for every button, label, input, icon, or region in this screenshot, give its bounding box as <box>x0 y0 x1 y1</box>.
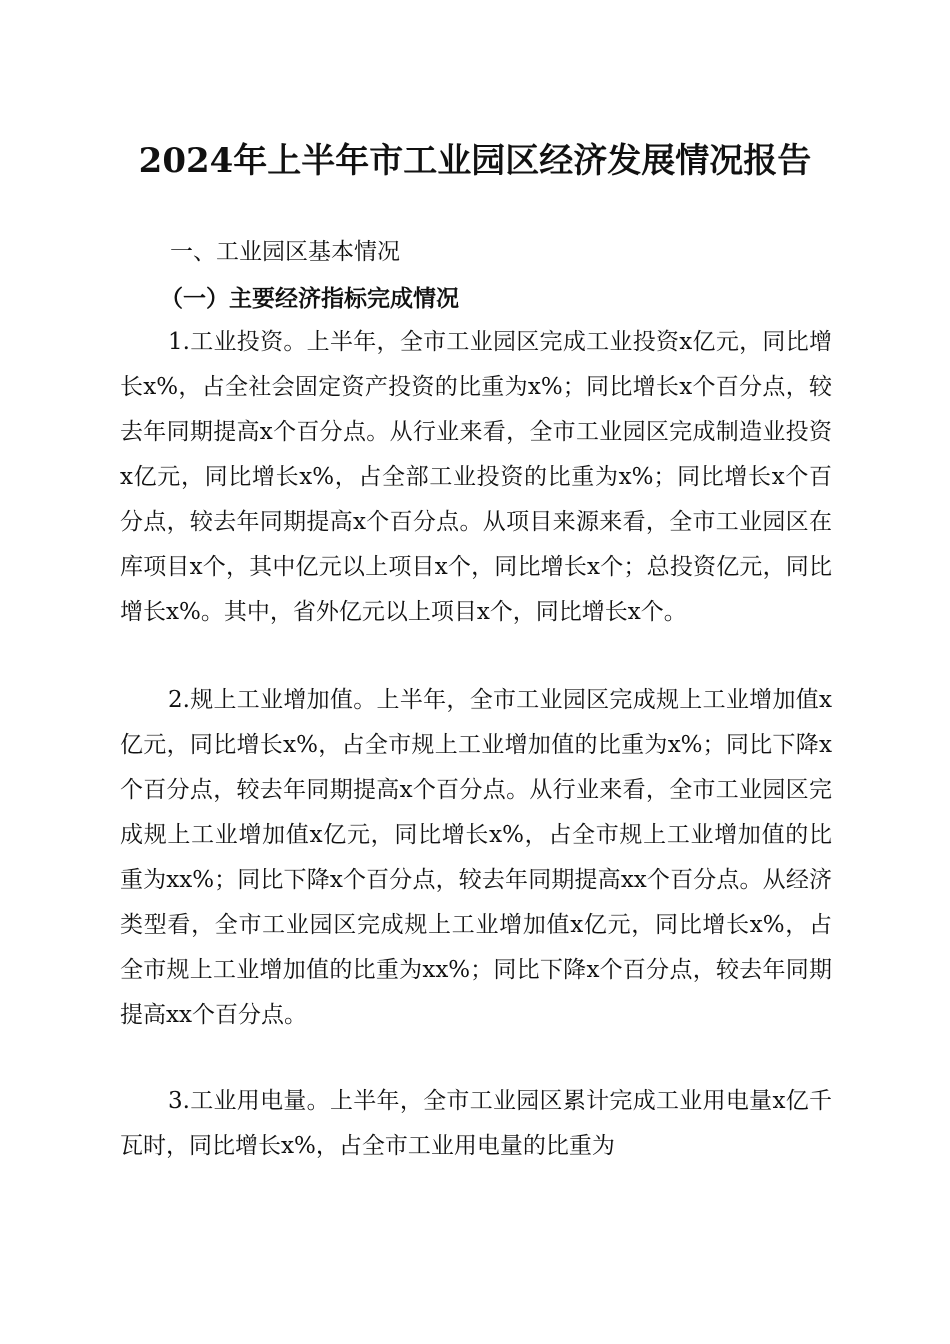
paragraph-industrial-value-added: 2.规上工业增加值。上半年，全市工业园区完成规上工业增加值x亿元，同比增长x%，占全市规上工业增加值的比重为x%；同比下降x个百分点，较去年同期提高x个百分点。从行业来看，全市工业园区完成规上工业增加值x亿元，同比增长x%，占全市规上工业增加值的比重为xx%；同比下降x个百分点，较去年同期提高xx个百分点。从经济类型看，全市工业园区完成规上工业增加值x亿元，同比增长x%，占全市规上工业增加值的比重为xx%；同比下降x个百分点，较去年同期提高xx个百分点。 <box>120 687 832 1028</box>
document-title: 2024年上半年市工业园区经济发展情况报告 <box>138 141 812 181</box>
paragraph-industrial-electricity: 3.工业用电量。上半年，全市工业园区累计完成工业用电量x亿千瓦时，同比增长x%，占全市工业用电量的比重为 <box>120 1088 832 1159</box>
subsection-heading-main-indicators: （一）主要经济指标完成情况 <box>160 285 459 312</box>
section-heading-basic-situation: 一、工业园区基本情况 <box>170 239 400 265</box>
paragraph-industrial-investment: 1.工业投资。上半年，全市工业园区完成工业投资x亿元，同比增长x%，占全社会固定资产投资的比重为x%；同比增长x个百分点，较去年同期提高x个百分点。从行业来看，全市工业园区完成制造业投资x亿元，同比增长x%，占全部工业投资的比重为x%；同比增长x个百分点，较去年同期提高x个百分点。从项目来源来看，全市工业园区在库项目x个，其中亿元以上项目x个，同比增长x个；总投资亿元，同比增长x%。其中，省外亿元以上项目x个，同比增长x个。 <box>120 329 832 625</box>
